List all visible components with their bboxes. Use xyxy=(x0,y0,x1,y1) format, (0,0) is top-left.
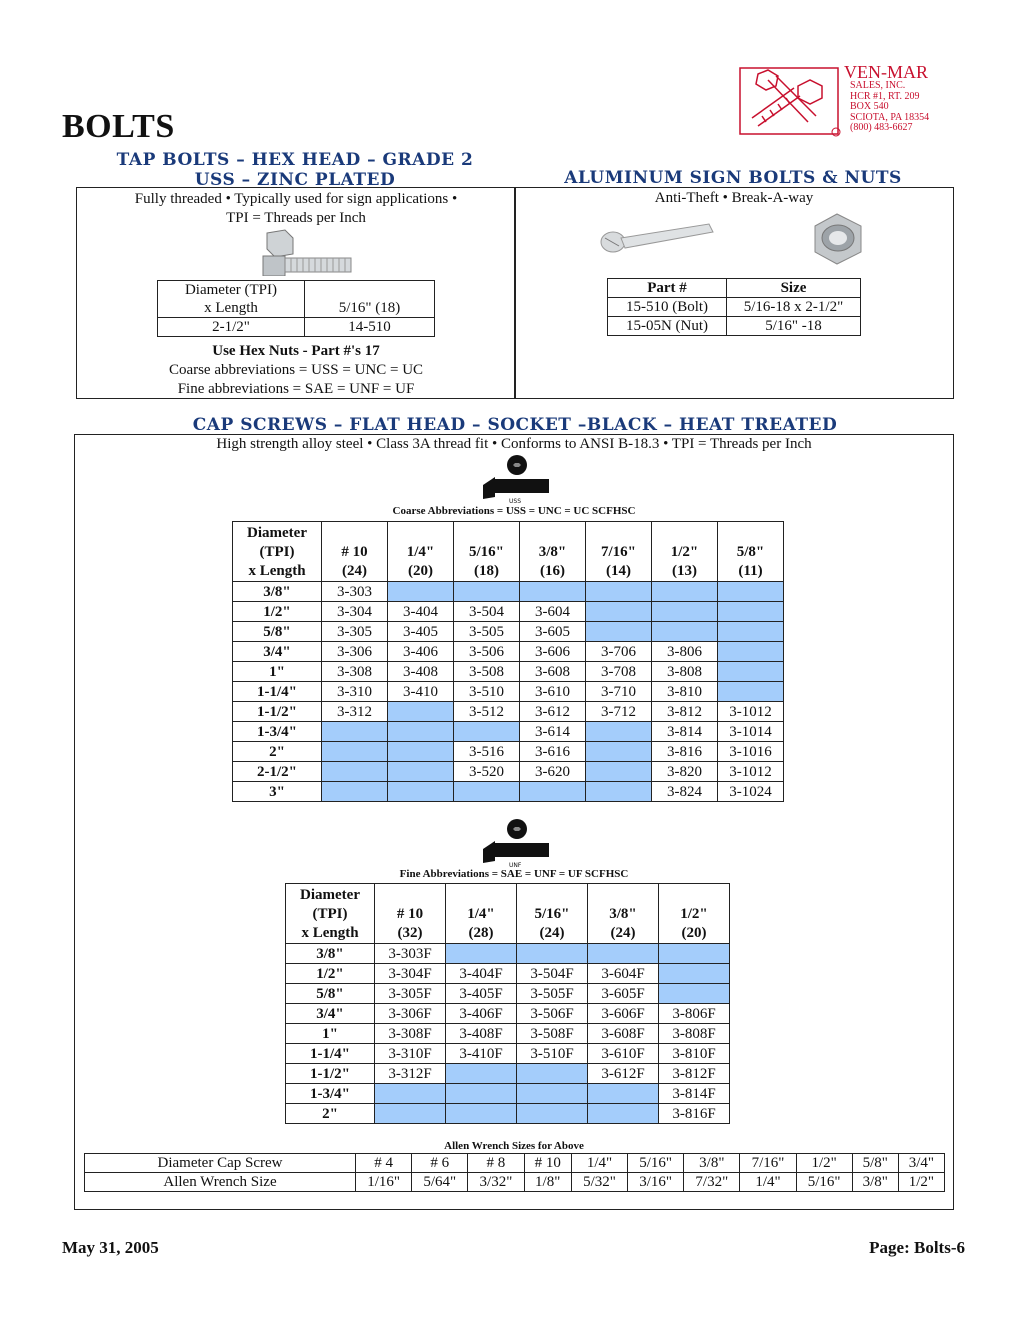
fine-part-cell: 3-505F xyxy=(517,984,588,1004)
coarse-part-cell: 3-620 xyxy=(520,762,586,782)
coarse-part-cell xyxy=(718,582,784,602)
fine-row-length: 2" xyxy=(286,1104,375,1124)
coarse-row-length: 5/8" xyxy=(233,622,322,642)
fine-part-cell: 3-406F xyxy=(446,1004,517,1024)
table-row xyxy=(286,984,730,1004)
coarse-part-cell: 3-406 xyxy=(388,642,454,662)
coarse-img-label: USS xyxy=(509,498,522,503)
fine-part-cell: 3-612F xyxy=(588,1064,659,1084)
allen-size-cell: 3/32" xyxy=(468,1173,524,1192)
allen-row-wrench xyxy=(85,1173,945,1192)
tap-bolts-desc2: TPI = Threads per Inch xyxy=(226,210,366,226)
fine-part-cell xyxy=(375,1104,446,1124)
coarse-part-cell xyxy=(718,622,784,642)
coarse-part-cell: 3-712 xyxy=(586,702,652,722)
allen-size-cell: 5/64" xyxy=(412,1173,468,1192)
allen-label-wrench: Allen Wrench Size xyxy=(85,1173,356,1192)
coarse-part-cell xyxy=(586,762,652,782)
coarse-table xyxy=(232,521,784,802)
coarse-part-cell: 3-1012 xyxy=(718,762,784,782)
fine-part-cell: 3-305F xyxy=(375,984,446,1004)
fine-part-cell: 3-605F xyxy=(588,984,659,1004)
fine-caption: Fine Abbreviations = SAE = UNF = UF SCFHSC xyxy=(399,868,629,880)
table-row xyxy=(233,622,784,642)
allen-size-cell: 1/2" xyxy=(898,1173,944,1192)
cap-screws-box xyxy=(74,434,954,1210)
table-row xyxy=(233,742,784,762)
fine-part-cell xyxy=(517,944,588,964)
coarse-part-cell: 3-408 xyxy=(388,662,454,682)
coarse-part-cell xyxy=(718,662,784,682)
fine-table xyxy=(285,883,730,1124)
coarse-header-label: Diameter xyxy=(247,525,307,541)
coarse-part-cell: 3-508 xyxy=(454,662,520,682)
coarse-part-cell xyxy=(586,782,652,802)
table-row xyxy=(233,582,784,602)
coarse-part-cell: 3-606 xyxy=(520,642,586,662)
coarse-part-cell xyxy=(718,602,784,622)
tap-bolts-part: 14-510 xyxy=(305,318,435,337)
fine-part-cell: 3-308F xyxy=(375,1024,446,1044)
coarse-row-length: 3" xyxy=(233,782,322,802)
allen-size-cell: 1/8" xyxy=(524,1173,571,1192)
fine-header-row xyxy=(286,884,730,944)
fine-header-label: x Length xyxy=(301,925,359,941)
fine-col-tpi: (32) xyxy=(397,925,423,941)
coarse-header-col xyxy=(586,522,652,582)
coarse-caption: Coarse Abbreviations = USS = UNC = UC SCFHSC xyxy=(392,505,636,517)
fine-header-diameter xyxy=(286,884,375,944)
fine-part-cell: 3-410F xyxy=(446,1044,517,1064)
logo-line2: HCR #1, RT. 209 xyxy=(850,90,920,102)
coarse-header-diameter xyxy=(233,522,322,582)
table-row xyxy=(286,1064,730,1084)
tap-bolts-title-line1: TAP BOLTS – HEX HEAD – GRADE 2 xyxy=(116,150,474,170)
fine-part-cell: 3-608F xyxy=(588,1024,659,1044)
flat-head-screw-fine-icon xyxy=(483,819,553,867)
fine-part-cell xyxy=(446,1104,517,1124)
fine-part-cell xyxy=(517,1084,588,1104)
fine-part-cell: 3-408F xyxy=(446,1024,517,1044)
fine-part-cell xyxy=(517,1104,588,1124)
fine-part-cell: 3-808F xyxy=(659,1024,730,1044)
logo-line5: (800) 483-6627 xyxy=(850,122,913,133)
fine-part-cell: 3-812F xyxy=(659,1064,730,1084)
allen-label-diameter: Diameter Cap Screw xyxy=(85,1154,356,1173)
fine-part-cell xyxy=(375,1084,446,1104)
table-row xyxy=(286,1024,730,1044)
allen-row-diameter xyxy=(85,1154,945,1173)
coarse-part-cell xyxy=(520,582,586,602)
coarse-part-cell: 3-812 xyxy=(652,702,718,722)
coarse-part-cell: 3-604 xyxy=(520,602,586,622)
coarse-part-cell: 3-410 xyxy=(388,682,454,702)
coarse-header-col xyxy=(520,522,586,582)
fine-part-cell xyxy=(659,964,730,984)
fine-part-cell xyxy=(517,1064,588,1084)
table-row xyxy=(286,1084,730,1104)
fine-header-col xyxy=(588,884,659,944)
coarse-part-cell: 3-510 xyxy=(454,682,520,702)
coarse-part-cell: 3-504 xyxy=(454,602,520,622)
table-row xyxy=(233,642,784,662)
allen-diameter-cell: # 6 xyxy=(412,1154,468,1173)
fine-part-cell xyxy=(659,984,730,1004)
allen-diameter-cell: 3/8" xyxy=(684,1154,740,1173)
coarse-part-cell: 3-708 xyxy=(586,662,652,682)
fine-part-cell: 3-806F xyxy=(659,1004,730,1024)
allen-diameter-cell: 5/16" xyxy=(628,1154,684,1173)
fine-col-diameter: 1/4" xyxy=(467,906,495,922)
coarse-part-cell: 3-303 xyxy=(322,582,388,602)
allen-table xyxy=(84,1153,945,1192)
logo-line1: SALES, INC. xyxy=(850,80,906,91)
table-row xyxy=(233,722,784,742)
tap-bolts-table xyxy=(157,280,435,337)
coarse-part-cell: 3-404 xyxy=(388,602,454,622)
coarse-col-tpi: (20) xyxy=(408,563,433,579)
fine-part-cell: 3-310F xyxy=(375,1044,446,1064)
coarse-row-length: 1-1/2" xyxy=(233,702,322,722)
coarse-header-col xyxy=(652,522,718,582)
allen-diameter-cell: 7/16" xyxy=(740,1154,796,1173)
fine-part-cell xyxy=(446,1084,517,1104)
tap-bolts-note2: Coarse abbreviations = USS = UNC = UC xyxy=(168,362,424,378)
aluminum-desc: Anti-Theft • Break-A-way xyxy=(654,190,814,206)
aluminum-cell: 5/16" -18 xyxy=(727,317,861,336)
coarse-part-cell: 3-612 xyxy=(520,702,586,722)
coarse-col-diameter: 3/8" xyxy=(538,544,567,560)
aluminum-nut-icon xyxy=(805,206,869,270)
allen-size-cell: 5/16" xyxy=(796,1173,852,1192)
coarse-col-diameter: 1/2" xyxy=(670,544,699,560)
coarse-col-tpi: (13) xyxy=(672,563,697,579)
coarse-part-cell: 3-506 xyxy=(454,642,520,662)
coarse-part-cell xyxy=(322,782,388,802)
fine-part-cell xyxy=(446,1064,517,1084)
fine-header-col xyxy=(659,884,730,944)
coarse-row-length: 3/8" xyxy=(233,582,322,602)
coarse-header-col xyxy=(322,522,388,582)
tap-bolts-box xyxy=(76,187,516,399)
coarse-part-cell xyxy=(718,682,784,702)
coarse-col-diameter: 5/16" xyxy=(469,544,504,560)
coarse-part-cell: 3-1012 xyxy=(718,702,784,722)
allen-size-cell: 7/32" xyxy=(684,1173,740,1192)
coarse-part-cell: 3-810 xyxy=(652,682,718,702)
coarse-row-length: 3/4" xyxy=(233,642,322,662)
coarse-col-tpi: (24) xyxy=(342,563,367,579)
fine-part-cell: 3-510F xyxy=(517,1044,588,1064)
fine-part-cell xyxy=(588,944,659,964)
coarse-part-cell: 3-505 xyxy=(454,622,520,642)
coarse-col-tpi: (18) xyxy=(474,563,499,579)
fine-part-cell: 3-610F xyxy=(588,1044,659,1064)
coarse-part-cell: 3-520 xyxy=(454,762,520,782)
aluminum-table xyxy=(607,278,861,336)
fine-row-length: 3/4" xyxy=(286,1004,375,1024)
coarse-row-length: 1-3/4" xyxy=(233,722,322,742)
fine-row-length: 5/8" xyxy=(286,984,375,1004)
coarse-col-diameter: 1/4" xyxy=(406,544,435,560)
fine-part-cell: 3-508F xyxy=(517,1024,588,1044)
table-row xyxy=(286,1004,730,1024)
coarse-header-col xyxy=(454,522,520,582)
fine-row-length: 3/8" xyxy=(286,944,375,964)
fine-part-cell: 3-816F xyxy=(659,1104,730,1124)
coarse-part-cell: 3-616 xyxy=(520,742,586,762)
coarse-part-cell xyxy=(586,602,652,622)
company-logo xyxy=(738,62,963,140)
aluminum-header-size: Size xyxy=(727,279,861,298)
aluminum-header-part: Part # xyxy=(608,279,727,298)
coarse-part-cell: 3-808 xyxy=(652,662,718,682)
fine-part-cell: 3-312F xyxy=(375,1064,446,1084)
coarse-part-cell xyxy=(388,782,454,802)
coarse-part-cell xyxy=(586,742,652,762)
fine-header-col xyxy=(517,884,588,944)
coarse-part-cell: 3-710 xyxy=(586,682,652,702)
coarse-part-cell xyxy=(454,782,520,802)
coarse-part-cell: 3-1016 xyxy=(718,742,784,762)
bolt-logo-icon xyxy=(738,66,843,138)
coarse-header-label: (TPI) xyxy=(259,544,295,560)
fine-part-cell: 3-306F xyxy=(375,1004,446,1024)
coarse-part-cell xyxy=(652,622,718,642)
fine-row-length: 1" xyxy=(286,1024,375,1044)
coarse-row-length: 2-1/2" xyxy=(233,762,322,782)
fine-part-cell: 3-504F xyxy=(517,964,588,984)
coarse-part-cell xyxy=(586,582,652,602)
coarse-part-cell xyxy=(520,782,586,802)
fine-part-cell: 3-405F xyxy=(446,984,517,1004)
tap-bolts-note1: Use Hex Nuts - Part #'s 17 xyxy=(212,343,380,359)
fine-part-cell: 3-814F xyxy=(659,1084,730,1104)
allen-diameter-cell: # 4 xyxy=(356,1154,412,1173)
allen-diameter-cell: 1/2" xyxy=(796,1154,852,1173)
coarse-part-cell xyxy=(322,742,388,762)
coarse-part-cell: 3-605 xyxy=(520,622,586,642)
coarse-row-length: 1/2" xyxy=(233,602,322,622)
fine-header-label: (TPI) xyxy=(312,906,348,922)
flat-head-screw-coarse-icon xyxy=(483,455,553,503)
coarse-part-cell xyxy=(322,762,388,782)
coarse-row-length: 1" xyxy=(233,662,322,682)
footer-date: May 31, 2005 xyxy=(62,1238,159,1257)
logo-line3: BOX 540 xyxy=(850,101,889,112)
coarse-part-cell: 3-824 xyxy=(652,782,718,802)
allen-diameter-cell: # 8 xyxy=(468,1154,524,1173)
table-row xyxy=(233,762,784,782)
coarse-header-row xyxy=(233,522,784,582)
coarse-part-cell xyxy=(718,642,784,662)
coarse-part-cell: 3-512 xyxy=(454,702,520,722)
aluminum-cell: 15-05N (Nut) xyxy=(608,317,727,336)
fine-part-cell xyxy=(659,944,730,964)
table-row xyxy=(233,662,784,682)
coarse-col-diameter: 7/16" xyxy=(601,544,636,560)
coarse-part-cell: 3-706 xyxy=(586,642,652,662)
tap-bolts-note3: Fine abbreviations = SAE = UNF = UF xyxy=(177,381,415,397)
aluminum-bolt-icon xyxy=(597,212,717,260)
aluminum-box xyxy=(514,187,954,399)
table-row xyxy=(233,702,784,722)
coarse-part-cell: 3-614 xyxy=(520,722,586,742)
coarse-part-cell: 3-516 xyxy=(454,742,520,762)
coarse-col-tpi: (14) xyxy=(606,563,631,579)
coarse-part-cell xyxy=(388,702,454,722)
coarse-part-cell: 3-1014 xyxy=(718,722,784,742)
tap-bolts-desc1: Fully threaded • Typically used for sign applications • xyxy=(134,191,458,207)
allen-size-cell: 3/8" xyxy=(852,1173,898,1192)
tap-bolts-title-line2: USS – ZINC PLATED xyxy=(194,170,396,190)
table-row xyxy=(286,1044,730,1064)
fine-part-cell: 3-606F xyxy=(588,1004,659,1024)
coarse-part-cell xyxy=(586,722,652,742)
fine-part-cell xyxy=(588,1084,659,1104)
allen-diameter-cell: 5/8" xyxy=(852,1154,898,1173)
coarse-part-cell: 3-814 xyxy=(652,722,718,742)
fine-part-cell xyxy=(446,944,517,964)
fine-row-length: 1-3/4" xyxy=(286,1084,375,1104)
coarse-part-cell: 3-1024 xyxy=(718,782,784,802)
tap-bolts-title xyxy=(76,150,514,190)
fine-part-cell: 3-404F xyxy=(446,964,517,984)
coarse-part-cell xyxy=(652,582,718,602)
coarse-part-cell: 3-610 xyxy=(520,682,586,702)
coarse-part-cell xyxy=(454,722,520,742)
coarse-part-cell: 3-608 xyxy=(520,662,586,682)
coarse-part-cell xyxy=(388,722,454,742)
coarse-col-tpi: (16) xyxy=(540,563,565,579)
coarse-row-length: 1-1/4" xyxy=(233,682,322,702)
coarse-part-cell: 3-820 xyxy=(652,762,718,782)
fine-col-diameter: 1/2" xyxy=(680,906,708,922)
table-row xyxy=(233,602,784,622)
fine-part-cell: 3-506F xyxy=(517,1004,588,1024)
fine-col-diameter: 3/8" xyxy=(609,906,637,922)
coarse-part-cell xyxy=(454,582,520,602)
cap-screws-title: CAP SCREWS – FLAT HEAD – SOCKET –BLACK – HEAT TREATED xyxy=(192,415,838,435)
coarse-part-cell xyxy=(388,762,454,782)
tap-bolts-h2: 5/16" (18) xyxy=(305,281,435,318)
logo-name: VEN-MAR xyxy=(844,62,928,82)
fine-header-col xyxy=(446,884,517,944)
coarse-col-diameter: 5/8" xyxy=(736,544,765,560)
coarse-part-cell: 3-806 xyxy=(652,642,718,662)
coarse-part-cell: 3-310 xyxy=(322,682,388,702)
logo-line4: SCIOTA, PA 18354 xyxy=(850,111,930,123)
coarse-header-col xyxy=(718,522,784,582)
page-title: BOLTS xyxy=(62,108,175,145)
table-row xyxy=(286,1104,730,1124)
coarse-row-length: 2" xyxy=(233,742,322,762)
table-row xyxy=(233,682,784,702)
fine-header-label: Diameter xyxy=(300,887,360,903)
fine-part-cell: 3-303F xyxy=(375,944,446,964)
tap-bolts-h1a: Diameter (TPI) xyxy=(184,282,278,298)
allen-diameter-cell: 1/4" xyxy=(571,1154,627,1173)
allen-size-cell: 1/16" xyxy=(356,1173,412,1192)
table-row xyxy=(286,964,730,984)
fine-col-diameter: 5/16" xyxy=(534,906,570,922)
fine-part-cell: 3-304F xyxy=(375,964,446,984)
coarse-col-diameter: # 10 xyxy=(341,544,368,560)
coarse-part-cell: 3-816 xyxy=(652,742,718,762)
fine-col-diameter: # 10 xyxy=(396,906,424,922)
coarse-part-cell xyxy=(388,582,454,602)
coarse-part-cell: 3-405 xyxy=(388,622,454,642)
coarse-part-cell xyxy=(586,622,652,642)
fine-header-col xyxy=(375,884,446,944)
fine-col-tpi: (24) xyxy=(610,925,636,941)
table-row xyxy=(286,944,730,964)
allen-diameter-cell: 3/4" xyxy=(898,1154,944,1173)
fine-col-tpi: (24) xyxy=(539,925,565,941)
coarse-part-cell: 3-305 xyxy=(322,622,388,642)
fine-row-length: 1-1/4" xyxy=(286,1044,375,1064)
coarse-part-cell: 3-304 xyxy=(322,602,388,622)
allen-size-cell: 3/16" xyxy=(628,1173,684,1192)
coarse-part-cell xyxy=(322,722,388,742)
table-row xyxy=(233,782,784,802)
coarse-header-label: x Length xyxy=(248,563,306,579)
tap-bolts-header-cell xyxy=(158,281,305,318)
fine-col-tpi: (20) xyxy=(681,925,707,941)
fine-part-cell: 3-604F xyxy=(588,964,659,984)
fine-img-label: UNF xyxy=(509,862,522,867)
footer-page: Page: Bolts-6 xyxy=(869,1238,965,1257)
aluminum-cell: 15-510 (Bolt) xyxy=(608,298,727,317)
fine-part-cell: 3-810F xyxy=(659,1044,730,1064)
tap-bolts-h1b: x Length xyxy=(204,300,258,316)
coarse-part-cell: 3-308 xyxy=(322,662,388,682)
cap-screws-desc: High strength alloy steel • Class 3A thread fit • Conforms to ANSI B-18.3 • TPI = Threads per Inch xyxy=(216,436,812,452)
coarse-part-cell xyxy=(652,602,718,622)
hex-bolt-icon xyxy=(255,228,355,276)
coarse-part-cell: 3-312 xyxy=(322,702,388,722)
fine-part-cell xyxy=(588,1104,659,1124)
allen-diameter-cell: # 10 xyxy=(524,1154,571,1173)
coarse-part-cell xyxy=(388,742,454,762)
allen-size-cell: 1/4" xyxy=(740,1173,796,1192)
coarse-col-tpi: (11) xyxy=(738,563,763,579)
aluminum-title: ALUMINUM SIGN BOLTS & NUTS xyxy=(564,168,902,188)
allen-caption: Allen Wrench Sizes for Above xyxy=(444,1140,584,1152)
aluminum-cell: 5/16-18 x 2-1/2" xyxy=(727,298,861,317)
coarse-part-cell: 3-306 xyxy=(322,642,388,662)
tap-bolts-length: 2-1/2" xyxy=(158,318,305,337)
fine-row-length: 1/2" xyxy=(286,964,375,984)
fine-col-tpi: (28) xyxy=(468,925,494,941)
fine-row-length: 1-1/2" xyxy=(286,1064,375,1084)
coarse-header-col xyxy=(388,522,454,582)
allen-size-cell: 5/32" xyxy=(571,1173,627,1192)
